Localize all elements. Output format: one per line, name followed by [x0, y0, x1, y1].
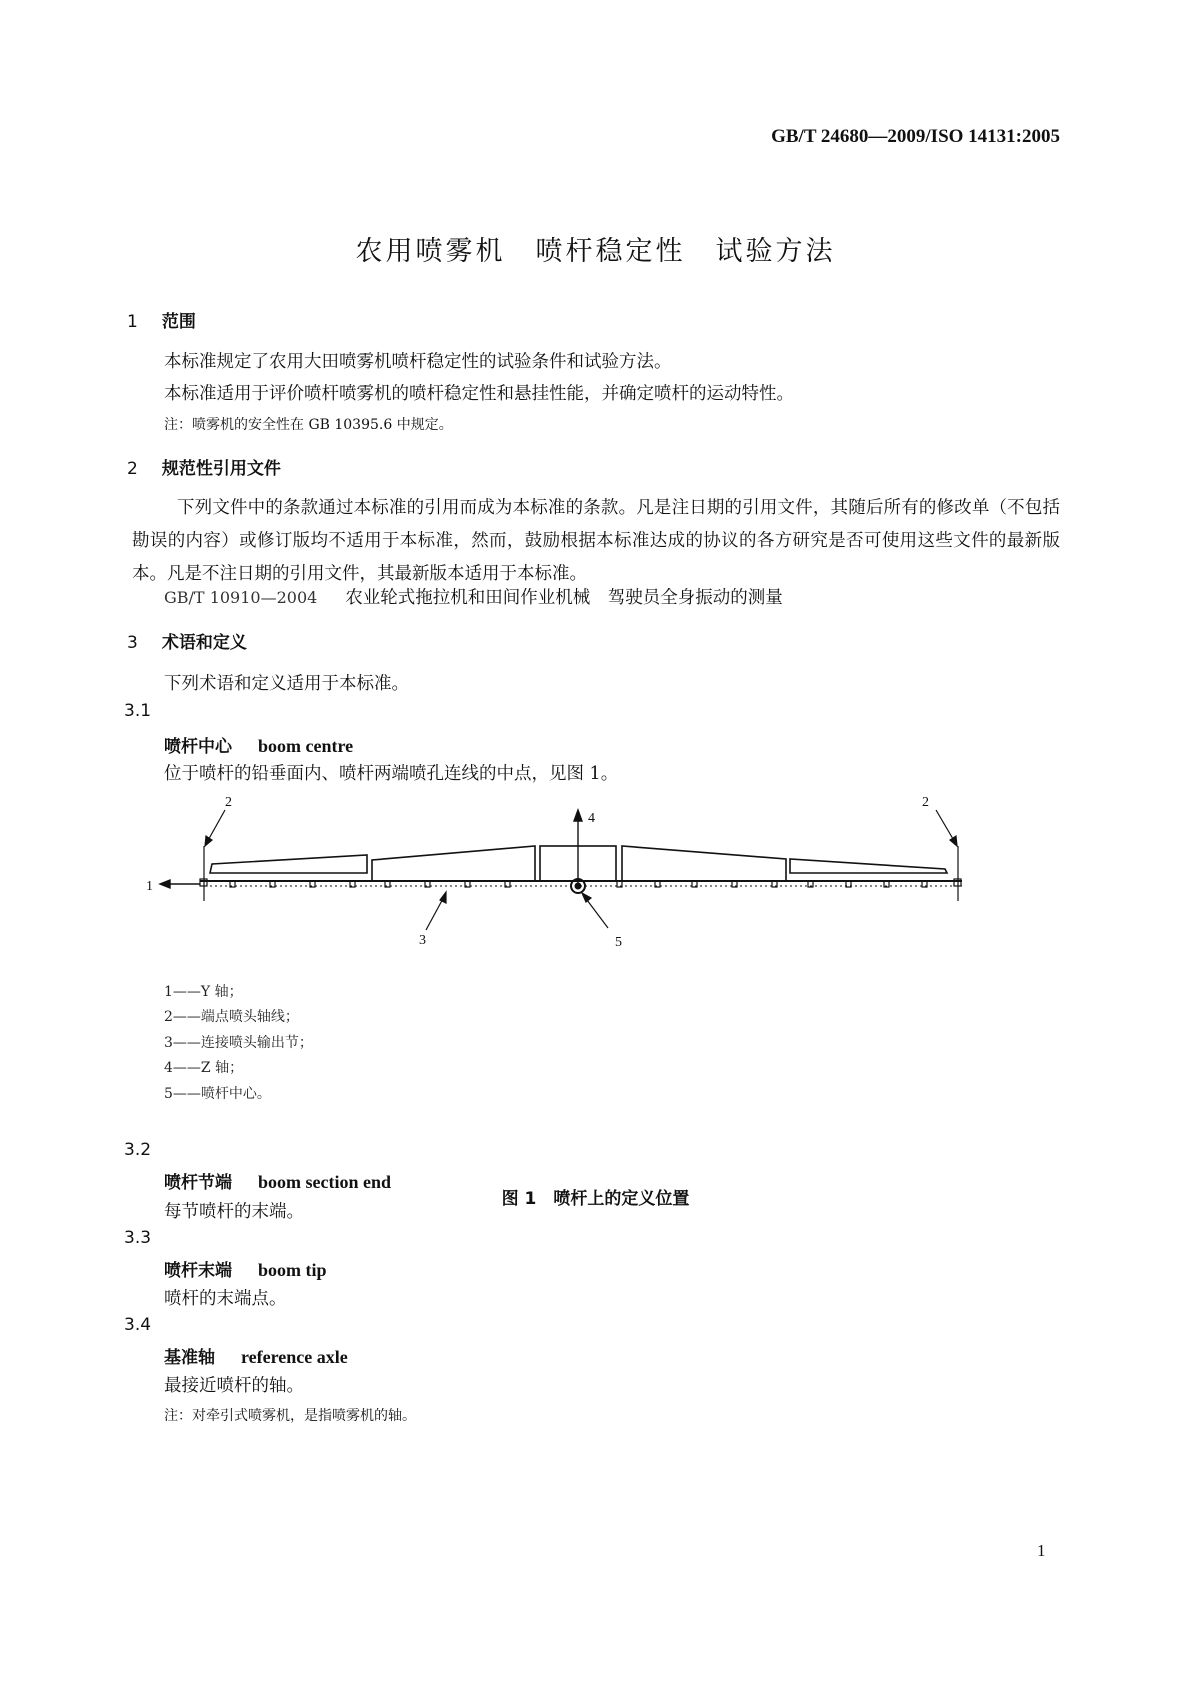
term-definition: 位于喷杆的铅垂面内、喷杆两端喷孔连线的中点，见图 1。 [164, 764, 619, 784]
section-number: 1 [127, 312, 138, 332]
term-note: 注：对牵引式喷雾机，是指喷雾机的轴。 [164, 1408, 416, 1424]
term-number: 3.4 [124, 1315, 152, 1335]
section-number: 2 [127, 459, 138, 479]
section-number: 3 [127, 633, 138, 653]
legend-item: 5——喷杆中心。 [164, 1086, 271, 1102]
z-axis-arrow [574, 810, 582, 884]
callout-2-left: 2 [225, 795, 232, 810]
callout-4: 4 [588, 811, 595, 826]
term-definition: 每节喷杆的末端。 [164, 1202, 304, 1222]
term-zh: 喷杆中心 [164, 737, 232, 757]
term-definition: 最接近喷杆的轴。 [164, 1376, 304, 1396]
callout-3: 3 [419, 933, 426, 948]
term-heading [164, 1256, 327, 1281]
legend-item: 1——Y 轴； [164, 984, 243, 1000]
boom-section-inner-right [622, 846, 786, 881]
term-definition: 喷杆的末端点。 [164, 1289, 287, 1309]
standard-code: GB/T 24680—2009/ISO 14131:2005 [771, 126, 1060, 147]
term-number: 3.1 [124, 701, 152, 721]
leader-lines [205, 810, 957, 930]
boom-section-inner-left [372, 846, 535, 881]
boom-section-outer-left [210, 855, 367, 873]
term-zh: 基准轴 [164, 1348, 215, 1368]
reference-title: 农业轮式拖拉机和田间作业机械 驾驶员全身振动的测量 [345, 588, 783, 608]
term-en: boom centre [258, 736, 354, 756]
y-axis-arrow [160, 880, 200, 888]
term-zh: 喷杆节端 [164, 1173, 232, 1193]
section-1-para-2: 本标准适用于评价喷杆喷雾机的喷杆稳定性和悬挂性能，并确定喷杆的运动特性。 [164, 384, 794, 404]
term-en: boom tip [258, 1260, 327, 1280]
term-en: reference axle [241, 1347, 348, 1367]
section-title: 术语和定义 [161, 633, 247, 653]
legend-item: 2——端点喷头轴线； [164, 1009, 299, 1025]
boom-section-outer-right [790, 859, 947, 873]
legend-item: 4——Z 轴； [164, 1060, 244, 1076]
term-zh: 喷杆末端 [164, 1261, 232, 1281]
document-title: 农用喷雾机 喷杆稳定性 试验方法 [355, 236, 836, 267]
figure-caption: 图 1 喷杆上的定义位置 [501, 1189, 690, 1209]
callout-1: 1 [146, 879, 153, 894]
term-heading [164, 1168, 391, 1193]
section-2-paragraph: 下列文件中的条款通过本标准的引用而成为本标准的条款。凡是注日期的引用文件，其随后所有的修改单（不包括勘误的内容）或修订版均不适用于本标准，然而，鼓励根据本标准达成的协议的各方研究是否可使用这些文件的最新版本。凡是不注日期的引用文件，其最新版本适用于本标准。 [132, 498, 1060, 584]
callout-2-right: 2 [922, 795, 929, 810]
section-1-note: 注：喷雾机的安全性在 GB 10395.6 中规定。 [164, 417, 453, 433]
term-number: 3.2 [124, 1140, 152, 1160]
term-heading [164, 1343, 348, 1368]
section-title: 范围 [161, 312, 196, 332]
callout-5: 5 [615, 935, 622, 950]
legend-item: 3——连接喷头输出节； [164, 1035, 313, 1051]
term-en: boom section end [258, 1172, 392, 1192]
section-title: 规范性引用文件 [161, 459, 281, 479]
term-number: 3.3 [124, 1228, 152, 1248]
page-number: 1 [1037, 1541, 1046, 1560]
section-1-para-1: 本标准规定了农用大田喷雾机喷杆稳定性的试验条件和试验方法。 [164, 352, 672, 372]
reference-code: GB/T 10910—2004 [164, 588, 318, 607]
section-3-intro: 下列术语和定义适用于本标准。 [164, 674, 409, 694]
